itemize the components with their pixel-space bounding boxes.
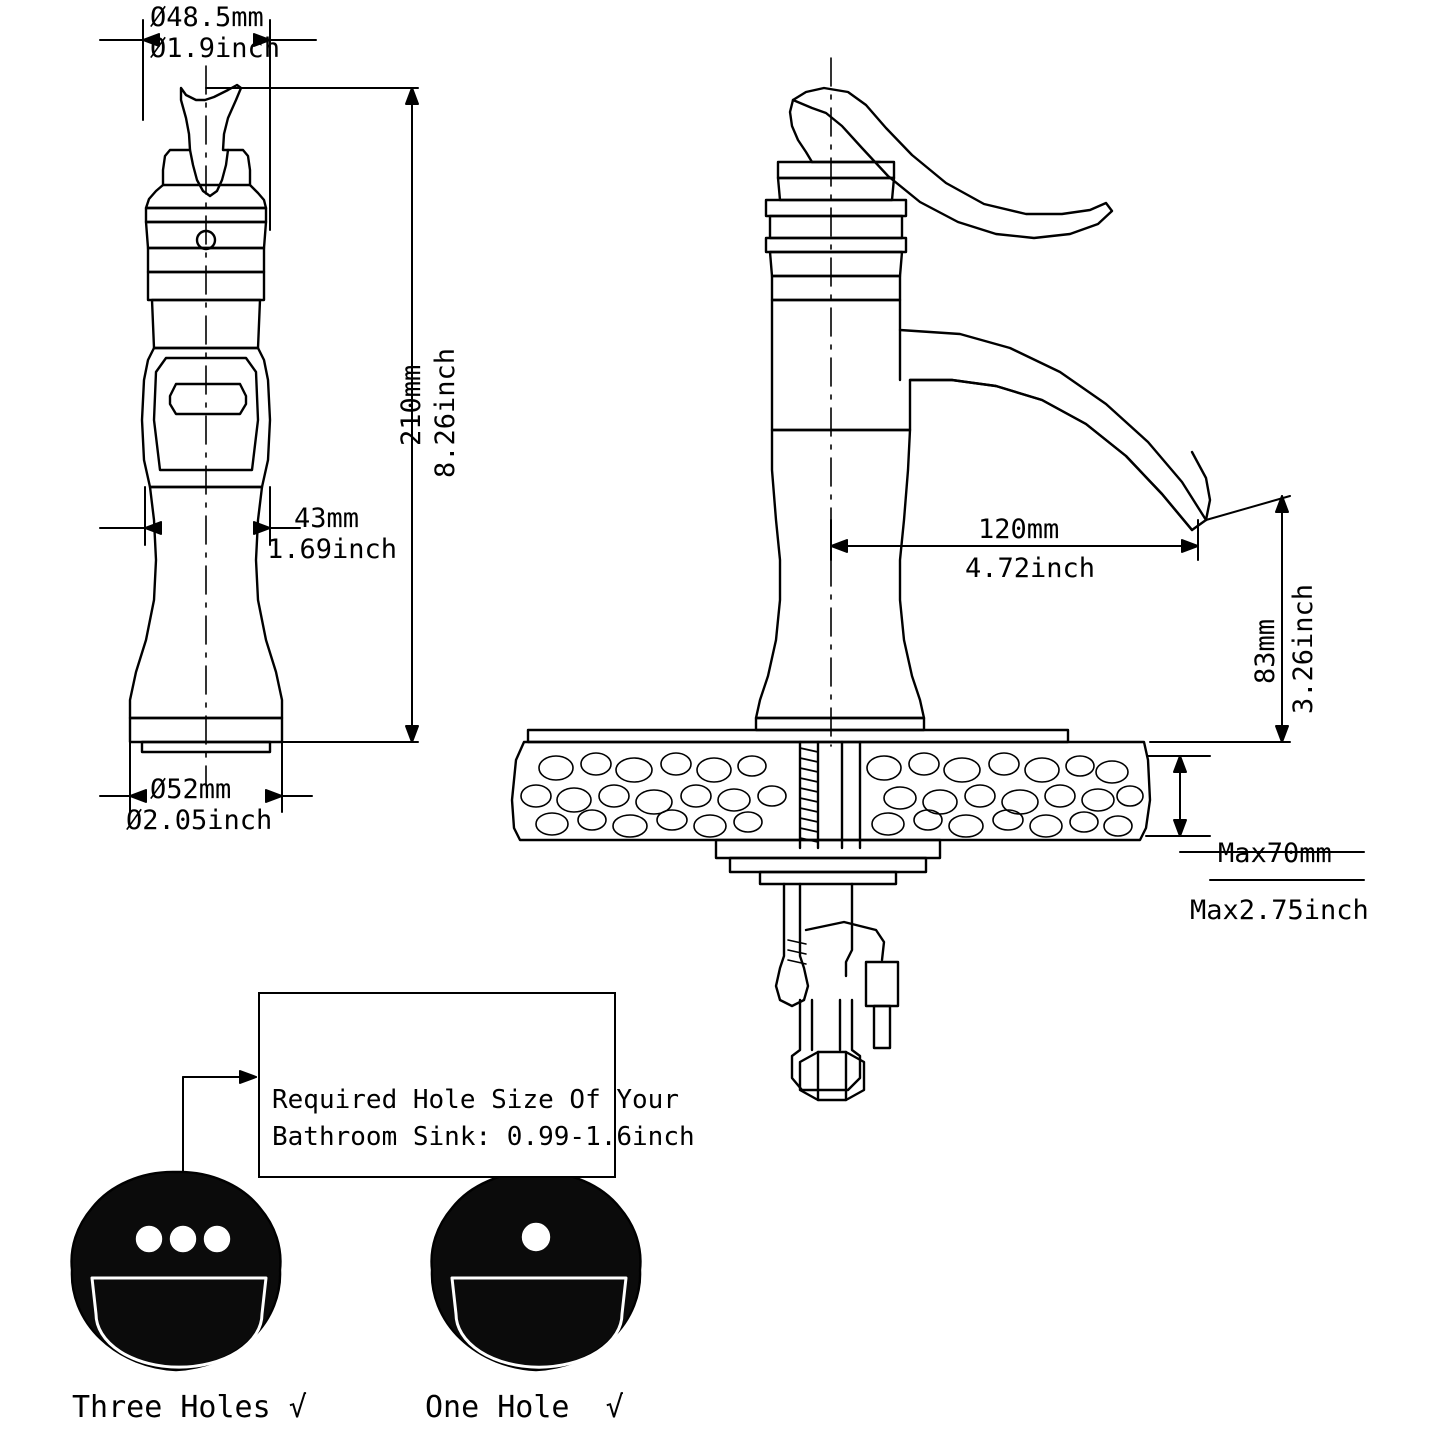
side-view-outline xyxy=(512,58,1210,1100)
dim-max-deck-metric: Max70mm xyxy=(1218,838,1332,869)
dim-spout-reach-metric: 120mm xyxy=(978,514,1060,545)
front-view-outline xyxy=(130,66,282,784)
hole-size-note-line2: Bathroom Sink: 0.99-1.6inch xyxy=(272,1122,695,1152)
dim-handle-width-metric: 43mm xyxy=(294,503,360,534)
hole-size-note-line1: Required Hole Size Of Your xyxy=(272,1085,679,1115)
dim-spout-height-imperial: 3.26inch xyxy=(1288,583,1319,714)
dim-base-diameter-metric: Ø52mm xyxy=(150,774,232,805)
dim-max-deck-imperial: Max2.75inch xyxy=(1190,895,1369,926)
dim-overall-height-imperial: 8.26inch xyxy=(430,347,461,478)
three-hole-sink-icon xyxy=(72,1172,281,1370)
counter-hatching xyxy=(521,753,1143,837)
dim-handle-width-imperial: 1.69inch xyxy=(267,534,398,565)
caption-three-holes: Three Holes √ xyxy=(72,1390,307,1425)
dim-base-diameter-imperial: Ø2.05inch xyxy=(126,805,273,836)
caption-one-hole: One Hole √ xyxy=(425,1390,624,1425)
dimension-lines xyxy=(100,20,1364,880)
dim-overall-height-metric: 210mm xyxy=(396,364,427,446)
dim-spout-reach-imperial: 4.72inch xyxy=(965,553,1096,584)
dim-top-diameter-imperial: Ø1.9inch xyxy=(150,33,281,64)
one-hole-sink-icon xyxy=(432,1172,641,1370)
dim-top-diameter-metric: Ø48.5mm xyxy=(150,2,264,33)
dim-spout-height-metric: 83mm xyxy=(1250,618,1281,684)
